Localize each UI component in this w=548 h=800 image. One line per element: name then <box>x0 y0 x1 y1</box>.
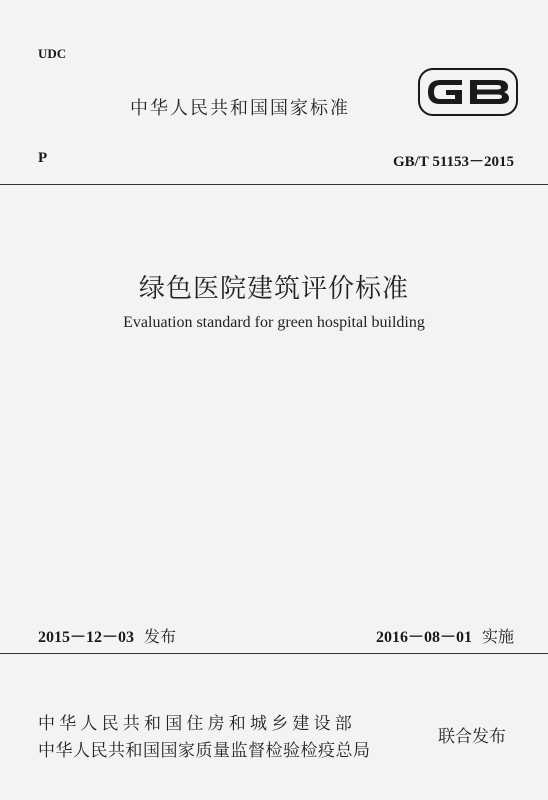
publisher-aqsiq: 中华人民共和国国家质量监督检验检疫总局 <box>38 741 371 761</box>
joint-publish-label: 联合发布 <box>438 727 506 747</box>
standard-code: GB/T 51153－2015 <box>393 154 514 170</box>
top-divider <box>0 184 548 185</box>
national-standard-heading: 中华人民共和国国家标准 <box>130 98 350 119</box>
effective-label: 实施 <box>481 627 514 646</box>
effective-date-block <box>376 624 514 647</box>
publisher-ministry: 中华人民共和国住房和城乡建设部 <box>38 714 356 734</box>
issue-date-block <box>38 624 176 647</box>
bottom-divider <box>0 653 548 654</box>
classification-code: P <box>38 150 48 166</box>
issue-date: 2015－12－03 <box>38 629 135 646</box>
effective-date: 2016－08－01 <box>375 629 472 646</box>
issue-label: 发布 <box>144 627 177 646</box>
gb-logo <box>418 68 518 116</box>
title-english: Evaluation standard for green hospital building <box>123 314 425 331</box>
udc-label: UDC <box>38 46 67 61</box>
title-chinese: 绿色医院建筑评价标准 <box>138 274 409 304</box>
